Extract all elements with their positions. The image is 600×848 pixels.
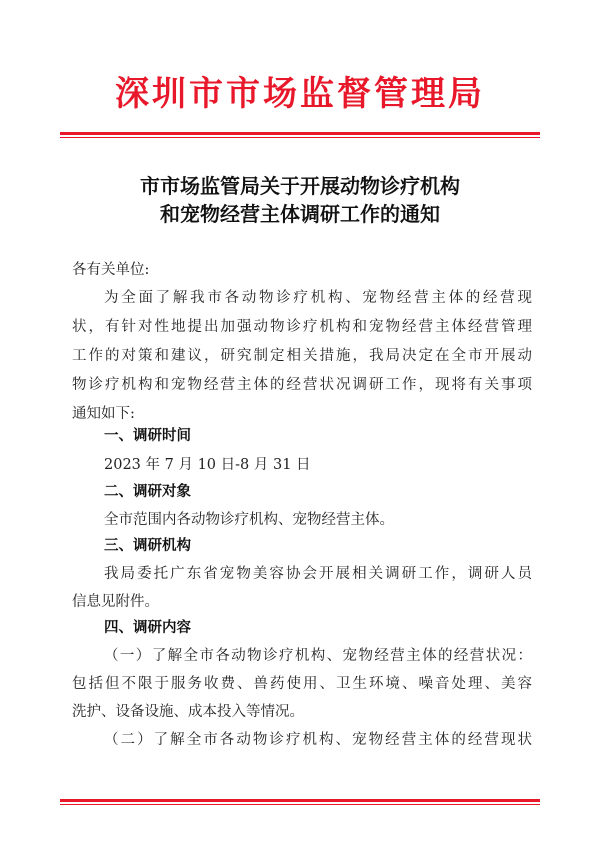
footer-rule-thin	[60, 804, 540, 805]
section-1-heading: 一、调研时间	[104, 428, 191, 444]
intro-line-5: 通知如下:	[72, 406, 135, 422]
document-title-line-1: 市市场监管局关于开展动物诊疗机构	[140, 174, 460, 198]
section-3-heading: 三、调研机构	[104, 538, 191, 554]
section-4-item-1-line-2: 包括但不限于服务收费、兽药使用、卫生环境、噪音处理、美容	[72, 676, 532, 692]
intro-line-1: 为全面了解我市各动物诊疗机构、宠物经营主体的经营现	[104, 290, 532, 306]
salutation: 各有关单位:	[72, 262, 150, 278]
intro-line-4: 物诊疗机构和宠物经营主体的经营状况调研工作，现将有关事项	[72, 377, 532, 393]
intro-line-3: 工作的对策和建议，研究制定相关措施，我局决定在全市开展动	[72, 348, 532, 364]
section-1-text: 2023 年 7 月 10 日-8 月 31 日	[104, 457, 311, 473]
intro-line-2: 状，有针对性地提出加强动物诊疗机构和宠物经营主体经营管理	[72, 319, 532, 335]
section-4-item-1-line-1: （一）了解全市各动物诊疗机构、宠物经营主体的经营状况：	[104, 648, 532, 664]
section-4-item-1-line-3: 洗护、设备设施、成本投入等情况。	[72, 704, 304, 720]
section-4-item-2-line-1: （二）了解全市各动物诊疗机构、宠物经营主体的经营现状	[104, 732, 532, 748]
section-2-heading: 二、调研对象	[104, 484, 191, 500]
org-header-title: 深圳市市场监督管理局	[115, 74, 485, 114]
section-4-heading: 四、调研内容	[104, 620, 191, 636]
footer-rule-thick	[60, 799, 540, 802]
header-rule-thin	[60, 137, 540, 138]
header-rule-thick	[60, 132, 540, 135]
section-3-line-1: 我局委托广东省宠物美容协会开展相关调研工作，调研人员	[104, 566, 532, 582]
section-2-text: 全市范围内各动物诊疗机构、宠物经营主体。	[104, 512, 394, 528]
section-3-line-2: 信息见附件。	[72, 594, 159, 610]
document-title-line-2: 和宠物经营主体调研工作的通知	[160, 202, 440, 226]
